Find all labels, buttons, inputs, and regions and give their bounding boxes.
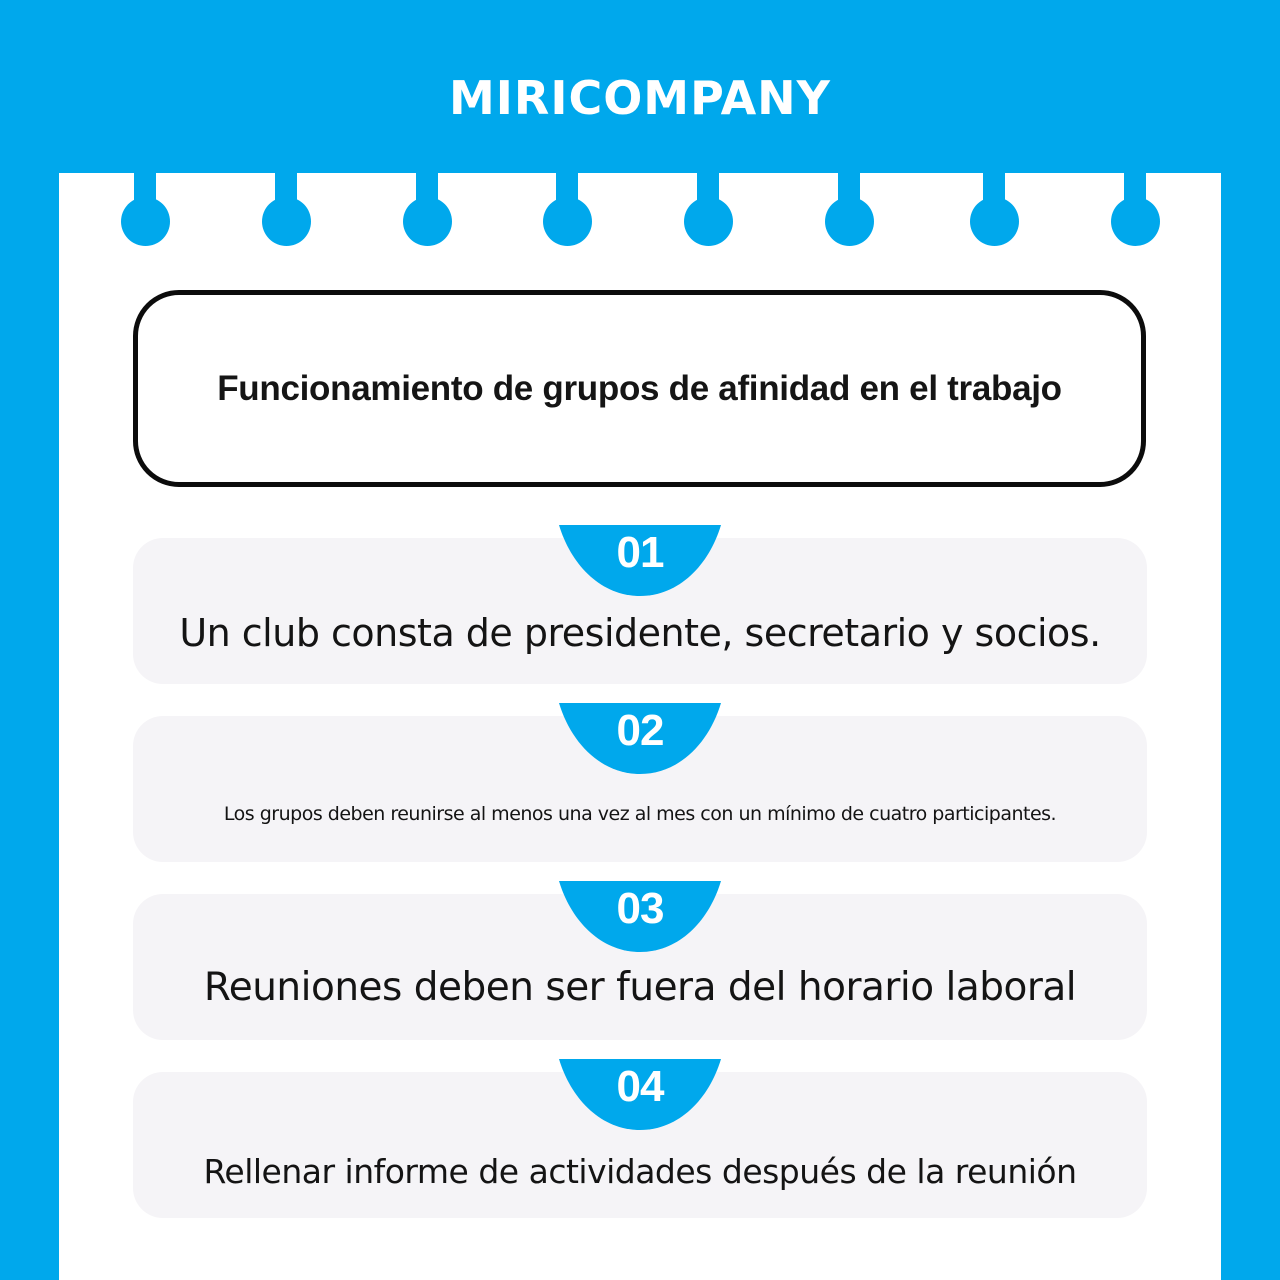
binder-ring-icon [684, 173, 733, 246]
number-badge [559, 703, 721, 774]
badge-number: 01 [616, 528, 664, 577]
number-badge [559, 1059, 721, 1130]
binder-ring-icon [121, 173, 170, 246]
item-text: Los grupos deben reunirse al menos una vez al mes con un mínimo de cuatro participantes. [223, 803, 1057, 825]
item-text: Rellenar informe de actividades después de la reunión [203, 1152, 1077, 1191]
item-text: Un club consta de presidente, secretario y socios. [179, 611, 1101, 655]
number-badge [559, 881, 721, 952]
number-badge [559, 525, 721, 596]
item-text: Reuniones deben ser fuera del horario laboral [203, 965, 1077, 1010]
badge-number: 03 [616, 884, 664, 933]
binder-ring-icon [1111, 173, 1160, 246]
badge-number: 02 [616, 706, 664, 755]
badge-number: 04 [616, 1062, 664, 1111]
title-box [133, 290, 1146, 487]
page-title: Funcionamiento de grupos de afinidad en el trabajo [217, 368, 1062, 408]
binder-ring-icon [825, 173, 874, 246]
binder-ring-icon [970, 173, 1019, 246]
binder-ring-icon [403, 173, 452, 246]
binder-ring-icon [262, 173, 311, 246]
binder-ring-icon [543, 173, 592, 246]
brand-title: MIRICOMPANY [449, 71, 831, 125]
